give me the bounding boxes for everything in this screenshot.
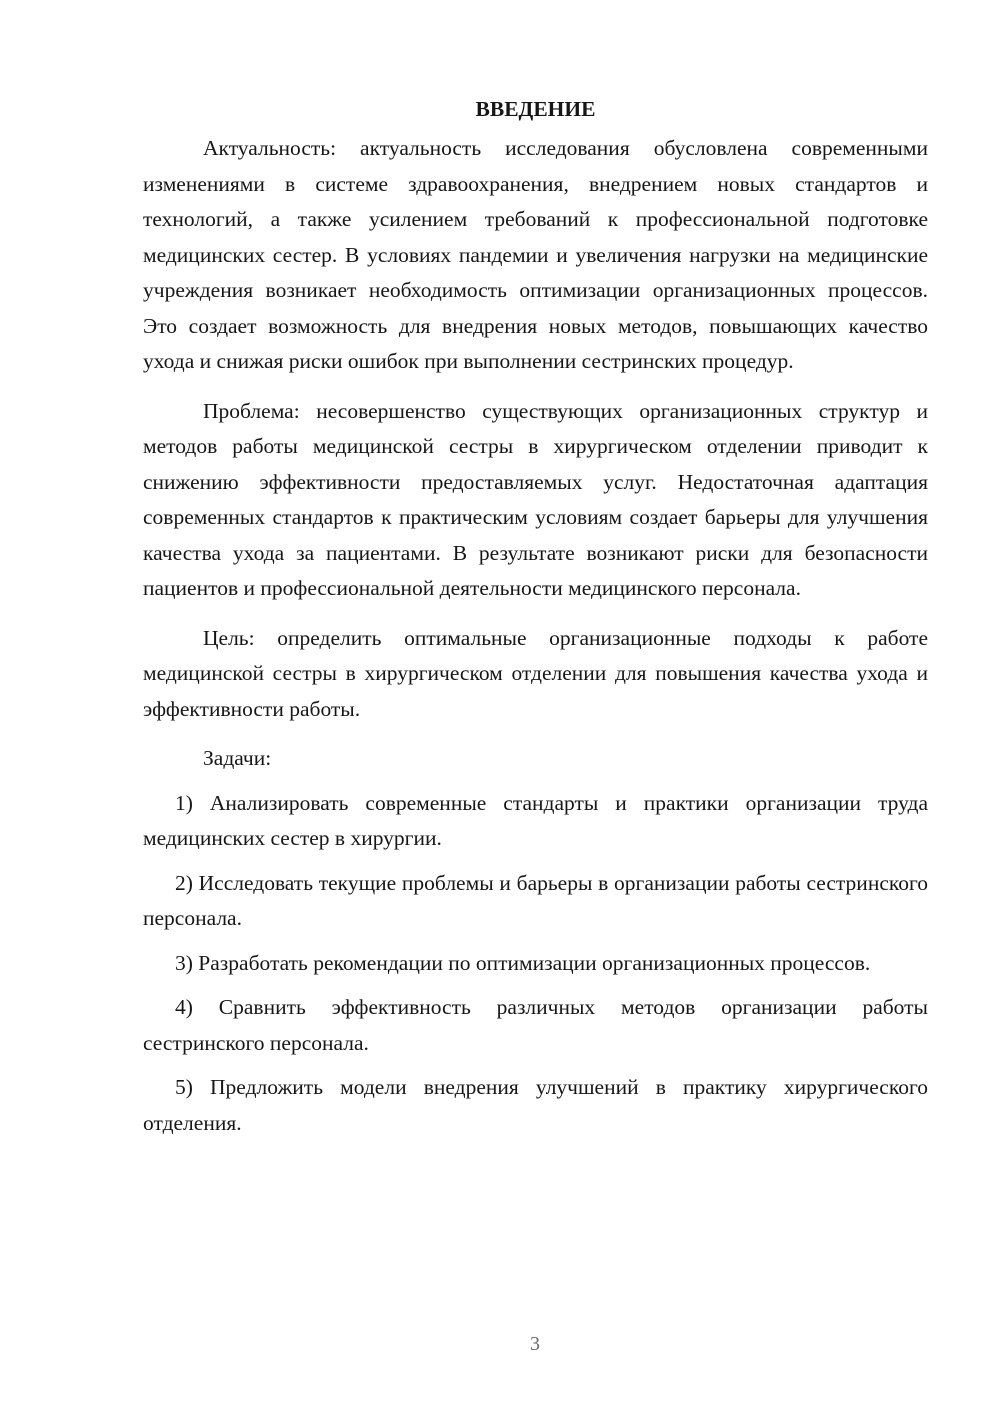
goal-paragraph: Цель: определить оптимальные организационные подходы к работе медицинской сестры в хирургическом отделении для повышения качества ухода и эффективности работы. — [143, 625, 928, 721]
task-item: 3) Разработать рекомендации по оптимизации организационных процессов. — [175, 950, 871, 975]
section-heading: ВВЕДЕНИЕ — [475, 97, 596, 121]
task-item: 2) Исследовать текущие проблемы и барьеры в организации работы сестринского персонала. — [143, 870, 928, 930]
task-item: 5) Предложить модели внедрения улучшений в практику хирургического отделения. — [143, 1075, 928, 1135]
relevance-paragraph: Актуальность: актуальность исследования обусловлена современными изменениями в системе здравоохранения, внедрением новых стандартов и технологий, а также усилением требований к профессиональной подготовке медицинских сестер. В условиях пандемии и увеличения нагрузки на медицинские учреждения возникает необходимость оптимизации организационных процессов. Это создает возможность для внедрения новых методов, повышающих качество ухода и снижая риски ошибок при выполнении сестринских процедур. — [143, 136, 928, 373]
document-body — [143, 92, 928, 1141]
problem-paragraph: Проблема: несовершенство существующих организационных структур и методов работы медицинской сестры в хирургическом отделении приводит к снижению эффективности предоставляемых услуг. Недостаточная адаптация современных стандартов к практическим условиям создает барьеры для улучшения качества ухода за пациентами. В результате возникают риски для безопасности пациентов и профессиональной деятельности медицинского персонала. — [143, 398, 928, 600]
task-item: 1) Анализировать современные стандарты и практики организации труда медицинских сестер в хирургии. — [143, 790, 928, 850]
tasks-list — [143, 786, 928, 1142]
task-item: 4) Сравнить эффективность различных методов организации работы сестринского персонала. — [143, 995, 928, 1055]
tasks-label: Задачи: — [203, 746, 272, 770]
page-number: 3 — [530, 1333, 540, 1355]
